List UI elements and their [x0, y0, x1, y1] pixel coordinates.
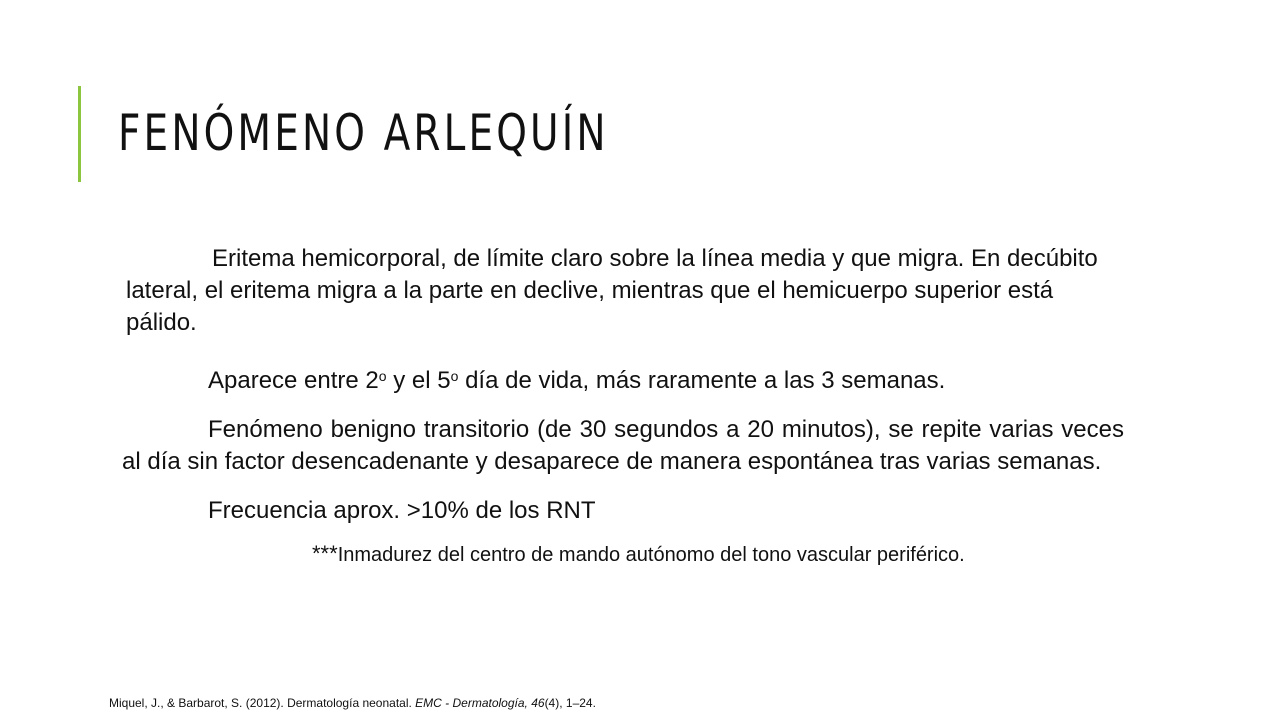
onset-text-part2: y el 5: [386, 367, 451, 394]
citation-issue: (4), 1–24.: [544, 696, 596, 710]
slide-title: FENÓMENO ARLEQUÍN: [118, 104, 609, 162]
paragraph-course: [122, 414, 1124, 478]
onset-text-part3: día de vida, más raramente a las 3 semanas.: [458, 367, 946, 394]
note-marker: ***: [312, 541, 338, 566]
title-accent-bar: [78, 86, 81, 182]
paragraph-onset: [122, 360, 1124, 397]
onset-text-part1: Aparece entre 2: [208, 367, 379, 394]
citation: [109, 696, 596, 710]
ordinal-marker-2: o: [450, 368, 459, 384]
note-text: Inmadurez del centro de mando autónomo del tono vascular periférico.: [337, 544, 965, 566]
paragraph-frequency-text: Frecuencia aprox. >10% de los RNT: [208, 497, 596, 524]
etiology-note: [312, 541, 1124, 568]
paragraph-frequency: [122, 495, 1124, 527]
paragraph-description: [126, 243, 1124, 339]
citation-journal: EMC - Dermatología, 46: [415, 696, 545, 710]
paragraph-description-text: Eritema hemicorporal, de límite claro sobre la línea media y que migra. En decúbito lateral, el eritema migra a la parte en declive, mientras que el hemicuerpo superior está pálido.: [126, 245, 1098, 336]
ordinal-marker-1: o: [378, 368, 387, 384]
citation-authors: Miquel, J., & Barbarot, S. (2012). Dermatología neonatal.: [109, 696, 416, 710]
paragraph-course-text: Fenómeno benigno transitorio (de 30 segundos a 20 minutos), se repite varias veces al día sin factor desencadenante y desaparece de manera espontánea tras varias semanas.: [122, 416, 1124, 475]
slide-body: [122, 243, 1124, 568]
